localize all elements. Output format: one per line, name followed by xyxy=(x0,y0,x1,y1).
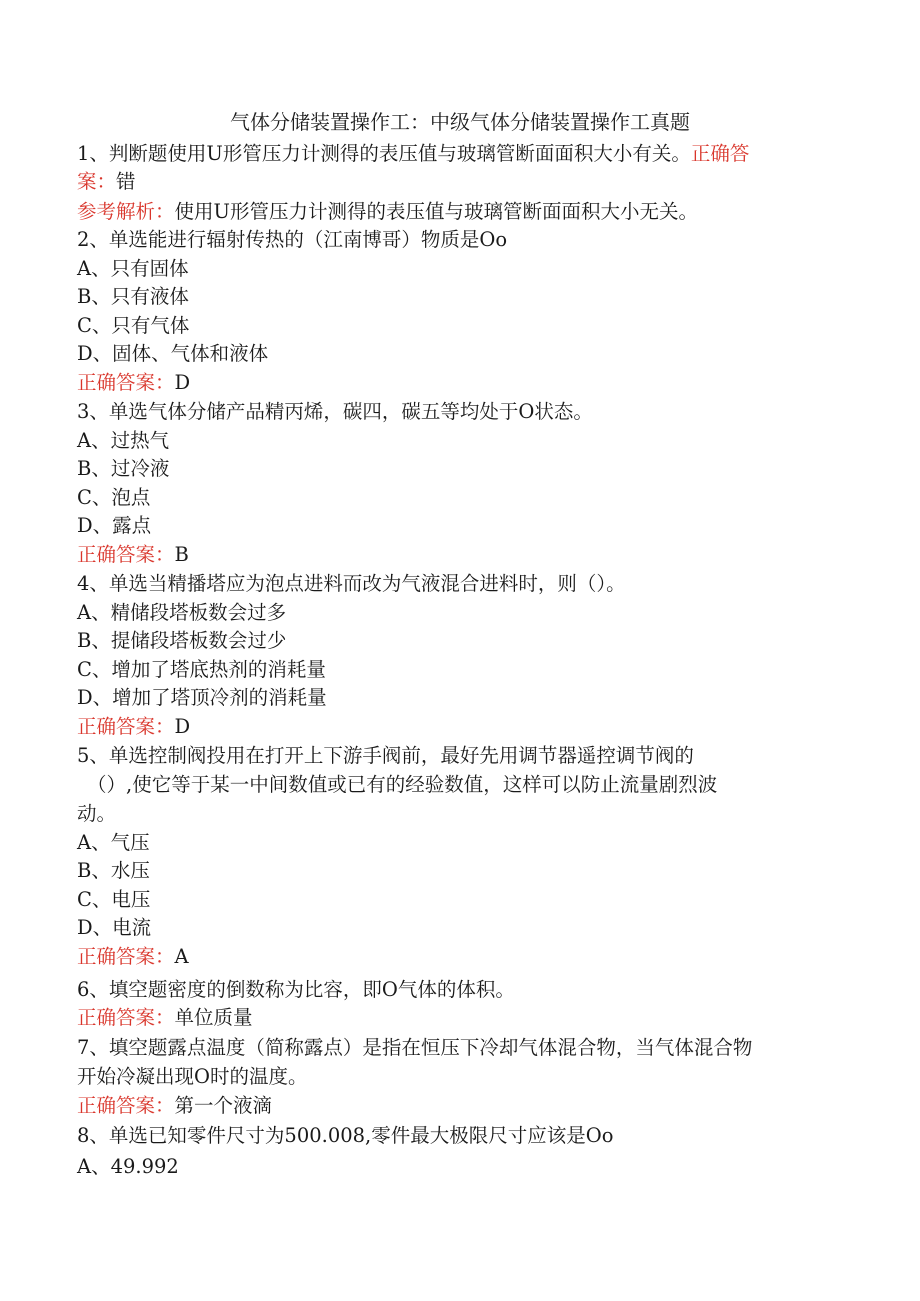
answer-label: 正确答案： xyxy=(77,371,175,394)
answer-value: D xyxy=(174,371,191,394)
question-5-answer xyxy=(77,943,189,971)
answer-value: 错 xyxy=(116,170,136,193)
option-a: A、49.992 xyxy=(77,1155,179,1178)
answer-label: 案： xyxy=(77,170,117,193)
question-2-text: 2、单选能进行辐射传热的（江南博哥）物质是Oo xyxy=(77,228,508,251)
option-b: B、提储段塔板数会过少 xyxy=(77,629,287,652)
question-4-answer xyxy=(77,713,190,741)
question-3-answer xyxy=(77,541,189,569)
answer-value: D xyxy=(174,715,191,738)
option-c: C、只有气体 xyxy=(77,314,190,337)
option-c: C、泡点 xyxy=(77,486,151,509)
question-7-answer xyxy=(77,1092,272,1120)
answer-label: 正确答案： xyxy=(77,945,175,968)
answer-label: 正确答案： xyxy=(77,715,175,738)
answer-value: 单位质量 xyxy=(174,1006,253,1029)
question-6-answer xyxy=(77,1004,253,1032)
option-d: D、露点 xyxy=(77,514,152,537)
answer-label: 正确答案： xyxy=(77,1006,175,1029)
option-b: B、过冷液 xyxy=(77,457,170,480)
answer-value: A xyxy=(174,945,189,968)
option-a: A、只有固体 xyxy=(77,257,189,280)
option-d: D、固体、气体和液体 xyxy=(77,342,269,365)
question-1 xyxy=(77,140,749,168)
answer-label: 正确答 xyxy=(690,142,750,165)
page-title: 气体分储装置操作工：中级气体分储装置操作工真题 xyxy=(230,110,690,134)
option-a: A、精储段塔板数会过多 xyxy=(77,601,287,624)
answer-value: B xyxy=(174,543,189,566)
question-7-text-line-2: 开始冷凝出现O时的温度。 xyxy=(77,1065,308,1088)
analysis-text: 使用U形管压力计测得的表压值与玻璃管断面面积大小无关。 xyxy=(174,200,698,223)
answer-label: 正确答案： xyxy=(77,1094,175,1117)
answer-label: 正确答案： xyxy=(77,543,175,566)
question-6-text: 6、填空题密度的倒数称为比容，即O气体的体积。 xyxy=(77,978,515,1001)
option-d: D、电流 xyxy=(77,916,152,939)
option-c: C、电压 xyxy=(77,888,151,911)
option-a: A、气压 xyxy=(77,831,150,854)
analysis-label: 参考解析： xyxy=(77,200,175,223)
question-5-text-line-3: 动。 xyxy=(77,802,117,825)
question-1-answer xyxy=(77,168,136,196)
question-5-text-line-1: 5、单选控制阀投用在打开上下游手阀前，最好先用调节器遥控调节阀的 xyxy=(77,744,694,767)
answer-value: 第一个液滴 xyxy=(174,1094,273,1117)
question-1-analysis xyxy=(77,198,698,226)
option-d: D、增加了塔顶冷剂的消耗量 xyxy=(77,686,327,709)
question-2-answer xyxy=(77,369,190,397)
option-b: B、只有液体 xyxy=(77,285,189,308)
question-4-text: 4、单选当精播塔应为泡点进料而改为气液混合进料时，则（）。 xyxy=(77,572,626,595)
option-c: C、增加了塔底热剂的消耗量 xyxy=(77,658,326,681)
option-b: B、水压 xyxy=(77,859,150,882)
option-a: A、过热气 xyxy=(77,429,170,452)
question-3-text: 3、单选气体分储产品精丙烯，碳四，碳五等均处于O状态。 xyxy=(77,400,593,423)
question-5-text-line-2: （）,使它等于某一中间数值或已有的经验数值，这样可以防止流量剧烈波 xyxy=(87,773,718,796)
question-1-text: 1、判断题使用U形管压力计测得的表压值与玻璃管断面面积大小有关。 xyxy=(77,142,691,165)
question-7-text-line-1: 7、填空题露点温度（简称露点）是指在恒压下冷却气体混合物，当气体混合物 xyxy=(77,1036,753,1059)
question-8-text: 8、单选已知零件尺寸为500.008,零件最大极限尺寸应该是Oo xyxy=(77,1124,614,1147)
